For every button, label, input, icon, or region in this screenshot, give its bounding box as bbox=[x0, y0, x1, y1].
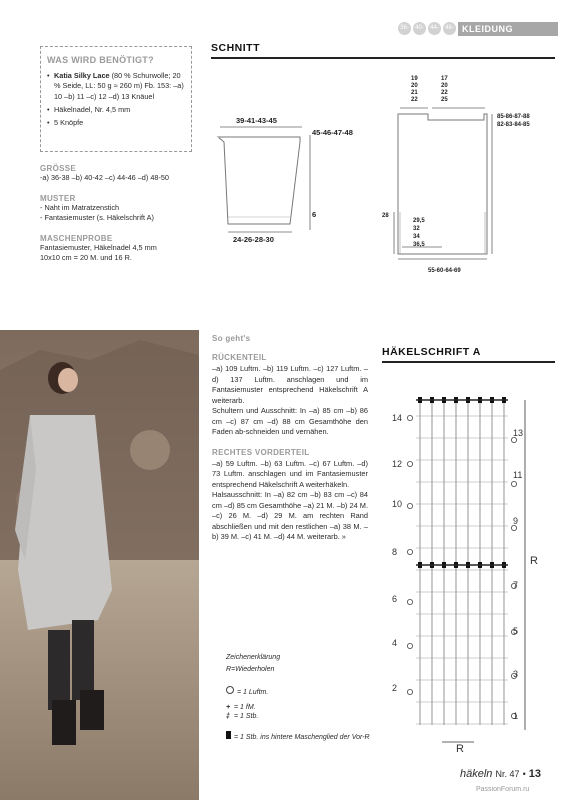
repeat-label-bottom: R bbox=[456, 743, 464, 755]
size-text: -a) 36-38 –b) 40-42 –c) 44-46 –d) 48-50 bbox=[40, 173, 169, 182]
chain-mark bbox=[511, 481, 516, 486]
yarn-brand: Katia Silky Lace bbox=[54, 71, 110, 80]
legend-ch: = 1 Luftm. bbox=[226, 686, 372, 697]
legend-repeat: R=Wiederholen bbox=[226, 666, 275, 673]
single-crochet-icon: + bbox=[226, 704, 231, 711]
back-loop-icon bbox=[226, 731, 231, 739]
info-column bbox=[40, 164, 200, 264]
front-text: –a) 59 Luftm. –b) 63 Luftm. –c) 67 Luftm. –d) 73 Luftm. anschlagen und im Fantasiemuster entsprechend Häkelschrift A weiterhäkeln. bbox=[212, 458, 368, 489]
gauge-line: Fantasiemuster, Häkelnadel 4,5 mm bbox=[40, 242, 157, 252]
sleeve-cuff-label: 6 bbox=[312, 210, 317, 219]
legend-title: Zeichenerklärung bbox=[226, 654, 281, 661]
body-top-b: 25 bbox=[441, 97, 448, 103]
issue-number: Nr. 47 bbox=[495, 769, 520, 779]
body-inner-label: 32 bbox=[413, 226, 420, 232]
body-right-label: 85-86-87-88 bbox=[497, 114, 530, 120]
chain-mark bbox=[511, 437, 516, 442]
legend-sc: + = 1 fM. bbox=[226, 704, 256, 711]
row-label-right: 11 bbox=[513, 470, 523, 480]
chain-mark bbox=[407, 689, 412, 694]
chain-mark bbox=[407, 503, 412, 508]
chain-mark bbox=[407, 461, 412, 466]
body-inner-label: 34 bbox=[413, 234, 420, 240]
row-label-left: 12 bbox=[392, 459, 403, 469]
back-title: RÜCKENTEIL bbox=[212, 353, 267, 362]
row-label-left: 8 bbox=[392, 547, 398, 557]
back-text: –a) 109 Luftm. –b) 119 Luftm. –c) 127 Luftm. –d) 137 Luftm. anschlagen und im Fantasiemuster entsprechend Häkelschrift A weiterarb. bbox=[212, 364, 368, 405]
chain-mark bbox=[407, 549, 412, 554]
watermark: PassionForum.ru bbox=[476, 786, 530, 793]
schnitt-diagram bbox=[200, 62, 560, 292]
row-label-right: 13 bbox=[513, 428, 524, 438]
schnitt-title: SCHNITT bbox=[211, 42, 260, 54]
row-label-right: 1 bbox=[513, 711, 519, 721]
size-indicator bbox=[398, 22, 456, 44]
body-inner-label: 36,5 bbox=[413, 242, 425, 248]
gauge-title: MASCHENPROBE bbox=[40, 233, 113, 243]
chain-mark bbox=[407, 599, 412, 604]
row-label-left: 6 bbox=[392, 594, 398, 604]
page-number: 13 bbox=[528, 768, 542, 780]
body-top-a: 22 bbox=[411, 97, 418, 103]
body-outline bbox=[398, 114, 487, 254]
legend-dc-back: = 1 Stb. ins hintere Maschenglied der Vor-R bbox=[226, 731, 372, 742]
materials-needle: • Häkelnadel, Nr. 4,5 mm bbox=[47, 105, 185, 115]
front-title: RECHTES VORDERTEIL bbox=[212, 447, 310, 457]
schnitt-rule bbox=[211, 57, 555, 59]
repeat-label-side: R bbox=[530, 555, 538, 567]
chart-rule bbox=[382, 361, 555, 363]
sleeve-bottom-label: 24-26-28-30 bbox=[233, 235, 274, 244]
materials-yarn bbox=[47, 71, 185, 102]
back-text-2: Schultern und Ausschnitt: In –a) 85 cm –b) 86 cm –c) 87 cm –d) 88 cm Gesamthöhe den Faden ab-schneiden und vernähen. bbox=[212, 406, 368, 436]
size-dot: 44-46 bbox=[428, 22, 441, 35]
body-top-b: 22 bbox=[441, 90, 448, 96]
sleeve-outline bbox=[218, 137, 300, 224]
body-top-a: 20 bbox=[411, 83, 418, 89]
magazine-name: häkeln bbox=[460, 768, 493, 780]
intro: So geht's bbox=[212, 334, 251, 343]
crochet-chart bbox=[380, 380, 560, 760]
chain-mark bbox=[511, 525, 516, 530]
body-top-b: 17 bbox=[441, 76, 448, 82]
body-top-a: 21 bbox=[411, 90, 418, 96]
instructions bbox=[212, 334, 368, 543]
body-top-b: 20 bbox=[441, 83, 448, 89]
body-side-label: 28 bbox=[382, 213, 389, 219]
gauge-line: 10x10 cm = 20 M. und 16 R. bbox=[40, 253, 132, 262]
sleeve-length-label: 45-46-47-48 bbox=[312, 128, 353, 137]
section-tag: KLEIDUNG bbox=[458, 22, 558, 36]
chain-mark bbox=[407, 643, 412, 648]
pattern-line: - Fantasiemuster (s. Häkelschrift A) bbox=[40, 213, 154, 222]
chart-title: HÄKELSCHRIFT A bbox=[382, 346, 481, 358]
pattern-title: MUSTER bbox=[40, 193, 76, 203]
yarn-details: (80 % Schurwolle; 20 % Seide, LL: 50 g ≈ 260 m) Fb. 153: –a) 10 –b) 11 –c) 12 –d) 13 Knäuel bbox=[54, 71, 184, 101]
legend bbox=[226, 653, 372, 742]
size-dot: 40-42 bbox=[413, 22, 426, 35]
footer: häkeln Nr. 47 • 13 bbox=[460, 768, 542, 780]
body-right-label: 82-83-84-85 bbox=[497, 122, 530, 128]
row-label-left: 10 bbox=[392, 499, 403, 509]
body-bottom-label: 55-60-64-69 bbox=[428, 268, 461, 274]
materials-title: WAS WIRD BENÖTIGT? bbox=[47, 55, 154, 65]
row-label-right: 5 bbox=[513, 626, 519, 636]
legend-dc: ‡ = 1 Stb. bbox=[226, 713, 259, 720]
chain-mark bbox=[407, 415, 412, 420]
row-label-right: 9 bbox=[513, 516, 519, 526]
model-photo bbox=[0, 330, 199, 800]
size-title: GRÖSSE bbox=[40, 164, 77, 173]
pattern-line: - Naht im Matratzenstich bbox=[40, 202, 120, 212]
materials-box bbox=[40, 46, 192, 152]
row-label-right: 3 bbox=[513, 669, 519, 679]
body-top-a: 19 bbox=[411, 76, 418, 82]
row-label-left: 14 bbox=[392, 413, 403, 423]
double-crochet-icon: ‡ bbox=[226, 713, 230, 720]
sleeve-top-label: 39-41-43-45 bbox=[236, 116, 277, 125]
row-label-left: 4 bbox=[392, 638, 398, 648]
body-inner-label: 29,5 bbox=[413, 218, 425, 224]
size-dot: 48-50 bbox=[443, 22, 456, 35]
row-label-right: 7 bbox=[513, 580, 519, 590]
size-dot: 36-38 bbox=[398, 22, 411, 35]
front-text-2: Halsausschnitt: In –a) 82 cm –b) 83 cm –c) 84 cm –d) 85 cm Gesamthöhe –a) 21 M. –b) 24 M. –c) 26 M. –d) 29 M. am rechten Rand abschließen und mit den restlichen –a) 38 M. –b) 39 M. –c) 41 M. –d) 44 M. weiterarb. » bbox=[212, 490, 368, 541]
chain-icon bbox=[226, 686, 234, 694]
materials-buttons: • 5 Knöpfe bbox=[47, 118, 185, 128]
row-label-left: 2 bbox=[392, 683, 398, 693]
